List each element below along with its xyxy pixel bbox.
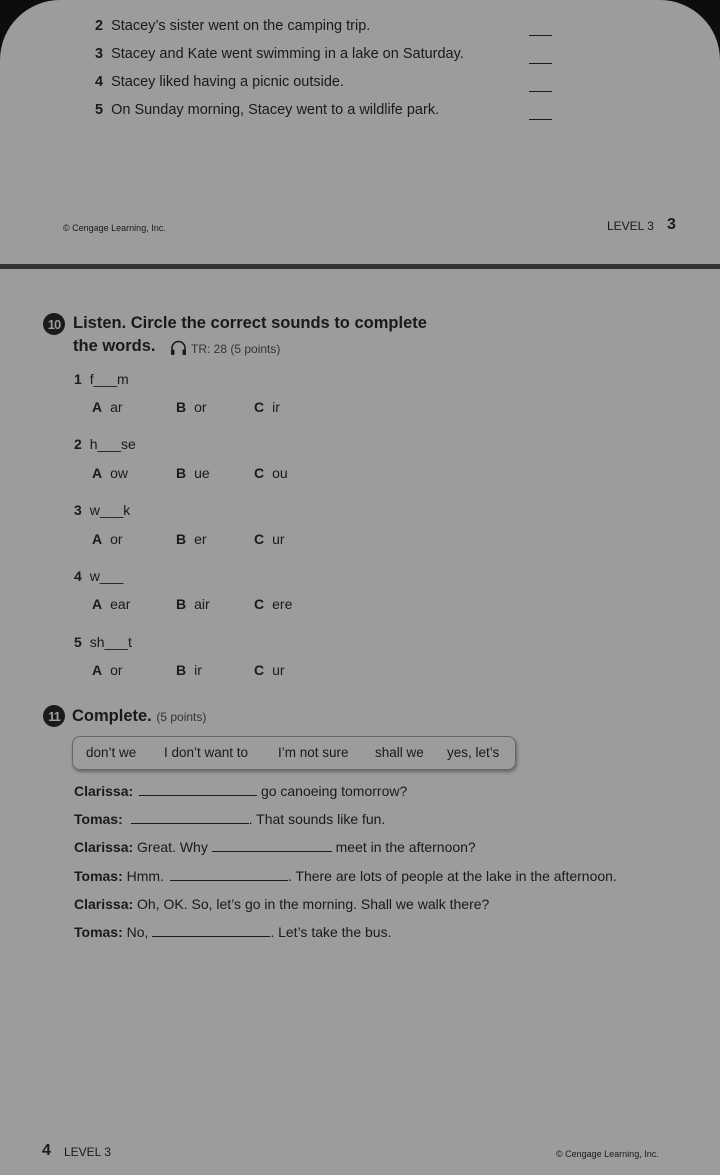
section-11-title: Complete. (5 points): [72, 707, 207, 725]
word-bank-item: don’t we: [86, 745, 137, 760]
page-number: 3: [667, 216, 676, 233]
statement-3: 3 Stacey and Kate went swimming in a lake on Saturday.: [95, 46, 464, 62]
option-1b[interactable]: B or: [176, 399, 207, 415]
option-2b[interactable]: B ue: [176, 465, 210, 481]
headphones-icon: [170, 340, 187, 359]
dialogue-line-1: Clarissa: go canoeing tomorrow?: [74, 783, 408, 799]
question-2: 2 h___se: [74, 436, 136, 452]
question-1: 1 f___m: [74, 371, 129, 387]
statement-4: 4 Stacey liked having a picnic outside.: [95, 74, 345, 90]
dialogue-line-3: Clarissa: Great. Why meet in the afternoon?: [74, 839, 476, 855]
copyright-text: © Cengage Learning, Inc.: [63, 223, 166, 233]
option-3a[interactable]: A or: [92, 531, 123, 547]
section-10-badge: 10: [43, 313, 65, 335]
question-5: 5 sh___t: [74, 634, 132, 650]
word-bank-item: I’m not sure: [278, 745, 349, 760]
dialogue-line-6: Tomas: No, . Let’s take the bus.: [74, 924, 392, 940]
answer-blank-3[interactable]: [529, 63, 552, 64]
option-1a[interactable]: A ar: [92, 399, 123, 415]
level-label-bottom: LEVEL 3: [64, 1145, 111, 1159]
fill-blank-5[interactable]: [152, 935, 270, 937]
question-4: 4 w___: [74, 568, 124, 584]
option-4b[interactable]: B air: [176, 596, 210, 612]
question-3: 3 w___k: [74, 502, 131, 518]
option-4a[interactable]: A ear: [92, 596, 131, 612]
fill-blank-4[interactable]: [170, 879, 288, 881]
option-2a[interactable]: A ow: [92, 465, 129, 481]
statement-5: 5 On Sunday morning, Stacey went to a wildlife park.: [95, 102, 440, 118]
word-bank-item: shall we: [375, 745, 424, 760]
option-2c[interactable]: C ou: [254, 465, 288, 481]
page-number-bottom: 4: [42, 1142, 51, 1159]
dialogue-line-5: Clarissa: Oh, OK. So, let’s go in the morning. Shall we walk there?: [74, 896, 490, 912]
word-bank: [72, 736, 516, 770]
option-1c[interactable]: C ir: [254, 399, 280, 415]
option-3b[interactable]: B er: [176, 531, 207, 547]
option-5a[interactable]: A or: [92, 662, 123, 678]
answer-blank-4[interactable]: [529, 91, 552, 92]
dialogue-line-2: Tomas: . That sounds like fun.: [74, 811, 386, 827]
answer-blank-5[interactable]: [529, 119, 552, 120]
section-10-title-line2: the words.: [73, 337, 156, 355]
level-label: LEVEL 3: [607, 219, 654, 233]
word-bank-item: yes, let’s: [447, 745, 500, 760]
statement-2: 2 Stacey’s sister went on the camping trip.: [95, 18, 371, 34]
section-11-badge: 11: [43, 705, 65, 727]
fill-blank-2[interactable]: [131, 822, 249, 824]
fill-blank-3[interactable]: [212, 850, 332, 852]
fill-blank-1[interactable]: [139, 794, 257, 796]
option-5c[interactable]: C ur: [254, 662, 285, 678]
answer-blank-2[interactable]: [529, 35, 552, 36]
option-3c[interactable]: C ur: [254, 531, 285, 547]
section-10-title-line1: Listen. Circle the correct sounds to complete: [73, 314, 427, 332]
option-5b[interactable]: B ir: [176, 662, 202, 678]
dialogue-line-4: Tomas: Hmm. . There are lots of people at the lake in the afternoon.: [74, 868, 617, 884]
copyright-text-bottom: © Cengage Learning, Inc.: [556, 1149, 659, 1159]
track-info: TR: 28 (5 points): [170, 340, 280, 359]
option-4c[interactable]: C ere: [254, 596, 293, 612]
page-3: [0, 0, 720, 264]
word-bank-item: I don’t want to: [164, 745, 249, 760]
